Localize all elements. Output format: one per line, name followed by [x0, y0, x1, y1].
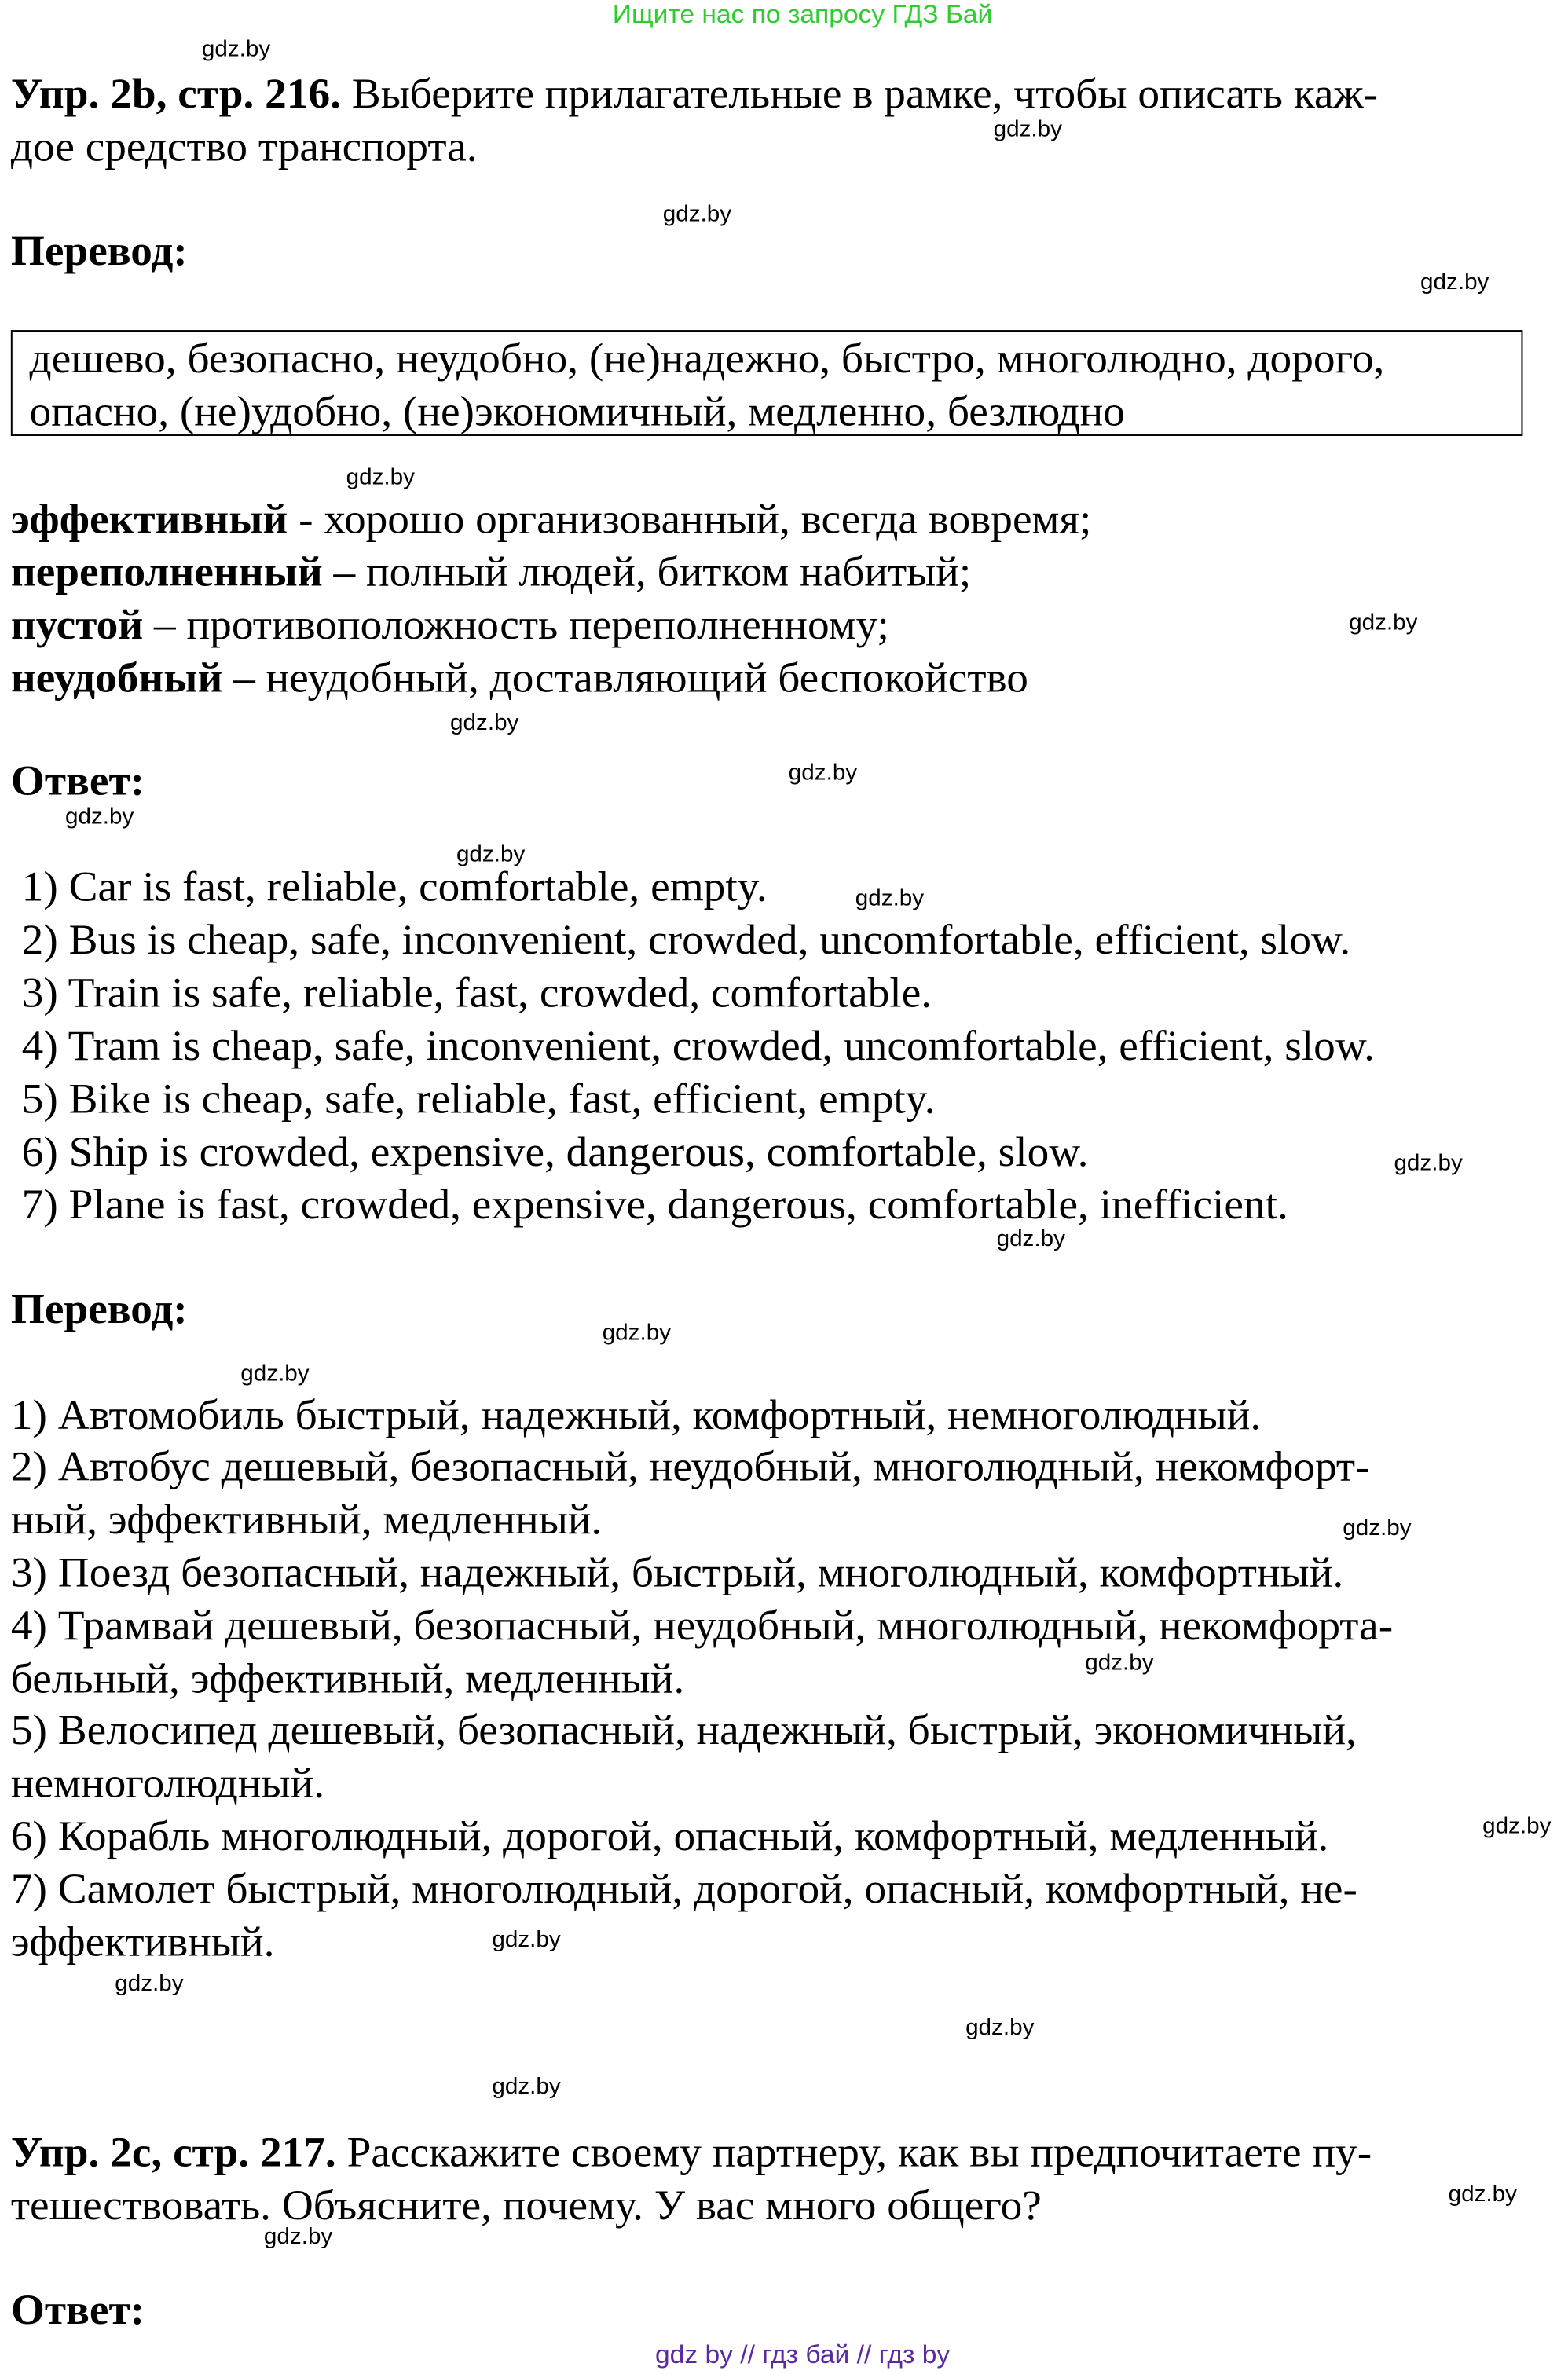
watermark: gdz.by — [456, 841, 526, 868]
watermark: gdz.by — [965, 2014, 1035, 2041]
watermark: gdz.by — [996, 1225, 1065, 1252]
exercise-2c-title — [11, 2128, 1372, 2180]
watermark: gdz.by — [1349, 610, 1418, 636]
search-banner[interactable]: Ищите нас по запросу ГДЗ Бай — [612, 0, 993, 29]
watermark: gdz.by — [993, 116, 1062, 143]
word-box-line: дешево, безопасно, неудобно, (не)надежно, быстро, многолюдно, дорого, — [29, 335, 1385, 383]
translation-line: 4) Трамвай дешевый, безопасный, неудобный, многолюдный, некомфорта- — [10, 1603, 1394, 1650]
answer-item: 7) Plane is fast, crowded, expensive, dangerous, comfortable, inefficient. — [21, 1182, 1288, 1229]
definition-text: – неудобный, доставляющий беспокойство — [222, 655, 1028, 703]
definition — [11, 548, 971, 600]
watermark: gdz.by — [240, 1361, 310, 1387]
watermark: gdz.by — [788, 760, 858, 786]
watermark: gdz.by — [201, 36, 271, 63]
answer-heading: Ответ: — [10, 758, 145, 806]
answer-item: 4) Tram is cheap, safe, inconvenient, crowded, uncomfortable, efficient, slow. — [21, 1023, 1376, 1071]
definition-text: – полный людей, битком набитый; — [322, 549, 972, 597]
answer-item: 5) Bike is cheap, safe, reliable, fast, efficient, empty. — [21, 1076, 936, 1123]
definition — [11, 654, 1028, 705]
definition-text: - хорошо организованный, всегда вовремя; — [288, 496, 1092, 544]
watermark: gdz.by — [1343, 1515, 1412, 1541]
watermark: gdz.by — [64, 804, 134, 830]
word-box-line: опасно, (не)удобно, (не)экономичный, медленно, безлюдно — [29, 389, 1125, 436]
translation-line: 2) Автобус дешевый, безопасный, неудобный, многолюдный, некомфорт- — [10, 1444, 1370, 1492]
translation-heading: Перевод: — [10, 228, 188, 276]
answer-item: 3) Train is safe, reliable, fast, crowded, comfortable. — [21, 970, 932, 1017]
translation-line: 7) Самолет быстрый, многолюдный, дорогой, опасный, комфортный, не- — [10, 1866, 1357, 1914]
definition-term: неудобный — [10, 655, 223, 703]
answer-item: 2) Bus is cheap, safe, inconvenient, crowded, uncomfortable, efficient, slow. — [21, 917, 1351, 965]
exercise-text-cont: тешествовать. Объясните, почему. У вас много общего? — [10, 2182, 1042, 2230]
watermark: gdz.by — [492, 2073, 561, 2100]
exercise-label: Упр. 2c, стр. 217. — [10, 2130, 336, 2178]
watermark: gdz.by — [263, 2223, 333, 2250]
exercise-text: Выберите прилагательные в рамке, чтобы описать каж- — [340, 71, 1379, 119]
watermark: gdz.by — [1394, 1150, 1463, 1177]
watermark: gdz.by — [1085, 1650, 1154, 1676]
definition-term: переполненный — [10, 549, 323, 597]
footer-links[interactable]: gdz by // гдз бай // гдз by — [654, 2340, 951, 2369]
translation-line: 6) Корабль многолюдный, дорогой, опасный, комфортный, медленный. — [10, 1813, 1329, 1861]
translation-line: 5) Велосипед дешевый, безопасный, надежный, быстрый, экономичный, — [10, 1707, 1357, 1755]
translation-line: эффективный. — [10, 1919, 275, 1967]
watermark: gdz.by — [855, 885, 925, 912]
watermark: gdz.by — [1420, 269, 1489, 295]
translation-line: 3) Поезд безопасный, надежный, быстрый, многолюдный, комфортный. — [10, 1550, 1344, 1597]
definition-term: эффективный — [10, 496, 288, 544]
answer-heading: Ответ: — [10, 2287, 145, 2335]
watermark: gdz.by — [115, 1970, 184, 1997]
watermark: gdz.by — [602, 1320, 672, 1346]
definition — [11, 495, 1092, 547]
translation-line: ный, эффективный, медленный. — [10, 1497, 603, 1544]
translation-heading: Перевод: — [10, 1286, 188, 1334]
exercise-2b-title — [11, 70, 1378, 122]
watermark: gdz.by — [662, 201, 732, 228]
translation-line: немноголюдный. — [10, 1760, 325, 1808]
watermark: gdz.by — [1448, 2181, 1517, 2207]
watermark: gdz.by — [346, 464, 415, 491]
definition-text: – противоположность переполненному; — [143, 602, 889, 650]
definition — [11, 601, 889, 653]
definition-term: пустой — [10, 602, 144, 650]
translation-line: бельный, эффективный, медленный. — [10, 1656, 685, 1703]
exercise-label: Упр. 2b, стр. 216. — [10, 71, 341, 119]
exercise-text: Расскажите своему партнеру, как вы предпочитаете пу- — [335, 2130, 1372, 2178]
watermark: gdz.by — [450, 709, 519, 736]
watermark: gdz.by — [1482, 1813, 1552, 1840]
answer-item: 1) Car is fast, reliable, comfortable, empty. — [21, 864, 768, 912]
watermark: gdz.by — [492, 1927, 561, 1953]
translation-line: 1) Автомобиль быстрый, надежный, комфортный, немноголюдный. — [10, 1392, 1262, 1440]
exercise-text-cont: дое средство транспорта. — [10, 124, 478, 171]
answer-item: 6) Ship is crowded, expensive, dangerous, comfortable, slow. — [21, 1129, 1089, 1177]
